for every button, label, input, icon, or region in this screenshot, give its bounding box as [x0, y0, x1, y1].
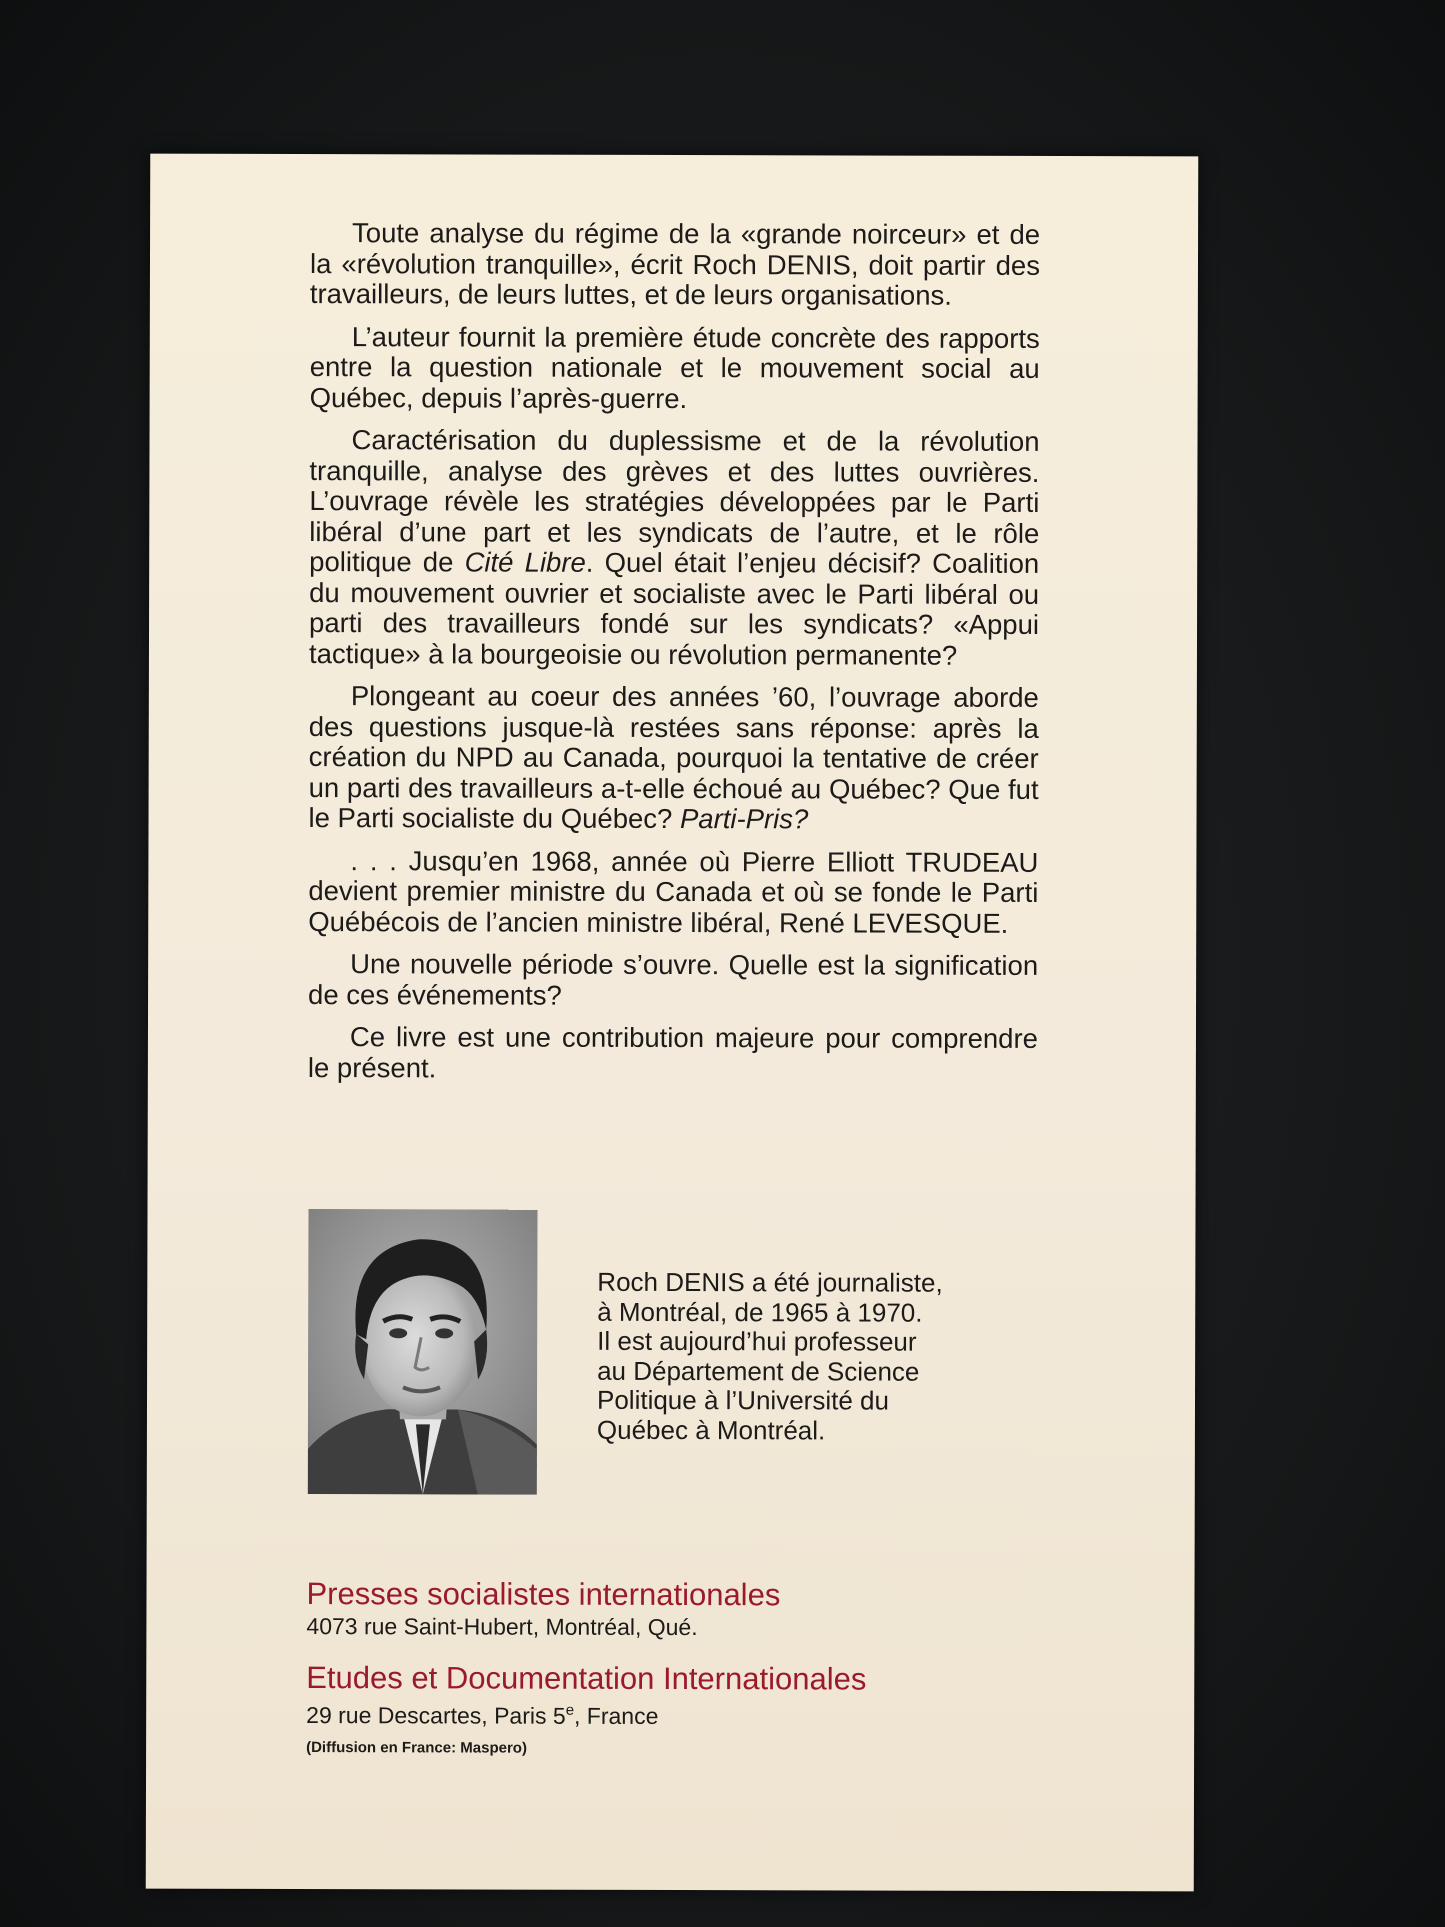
publisher-2-address-sup: e [565, 1701, 575, 1719]
blurb-text [308, 218, 1040, 1097]
bio-line-2: à Montréal, de 1965 à 1970. [597, 1296, 923, 1328]
parti-pris-title: Parti-Pris? [679, 803, 809, 835]
publisher-1-name: Presses socialistes internationales [306, 1576, 781, 1613]
author-bio [597, 1268, 1007, 1446]
blurb-paragraph-3-end: . Quel était l’enjeu décisif? Coalition du mouvement ouvrier et socialiste avec le Parti libéral ou parti des travailleurs fondé sur les syndicats? «Appui tactique» à la bourgeoisie ou révolution permanente? [308, 546, 1040, 671]
publisher-1-address: 4073 rue Saint-Hubert, Montréal, Qué. [306, 1613, 698, 1641]
blurb-paragraph-1: Toute analyse du régime de la «grande noirceur» et de la «révolution tranquille», écrit Roch DENIS, doit partir des travailleurs, de leurs luttes, et de leurs organisations. [309, 217, 1041, 311]
bio-line-5: Politique à l’Université du [596, 1384, 889, 1416]
publisher-2-name: Etudes et Documentation Internationales [306, 1660, 867, 1697]
publisher-1 [306, 1577, 780, 1640]
publisher-2 [306, 1661, 866, 1729]
publisher-2-address-suffix: , France [574, 1702, 659, 1729]
bio-line-6: Québec à Montréal. [596, 1414, 826, 1445]
author-photo [308, 1209, 538, 1495]
bio-line-4: au Département de Science [597, 1355, 920, 1387]
book-back-cover [146, 154, 1199, 1892]
bio-line-1: Roch DENIS a été journaliste, [597, 1266, 943, 1298]
bio-line-3: Il est aujourd’hui professeur [597, 1325, 917, 1357]
blurb-paragraph-3-start: Caractérisation du duplessisme et de la révolution tranquille, analyse des grèves et des luttes ouvrières. L’ouvrage révèle les stratégies développées par le Parti libéral d’une part et les syndicats de l’autre, et le rôle politique de [309, 424, 1040, 578]
blurb-paragraph-2: L’auteur fournit la première étude concrète des rapports entre la question nationale et le mouvement social au Québec, depuis l’après-guerre. [309, 320, 1040, 414]
author-portrait-illustration [308, 1209, 538, 1495]
blurb-paragraph-7: Ce livre est une contribution majeure pour comprendre le présent. [307, 1021, 1038, 1083]
diffusion-note: (Diffusion en France: Maspero) [306, 1739, 527, 1757]
blurb-paragraph-4-start: Plongeant au coeur des années ’60, l’ouvrage aborde des questions jusque-là restées sans réponse: après la création du NPD au Canada, pourquoi la tentative de créer un parti des travailleurs a-t-elle échoué au Québec? Que fut le Parti socialiste du Québec? [308, 680, 1039, 835]
blurb-paragraph-4 [308, 681, 1038, 835]
publisher-2-address [306, 1697, 866, 1729]
blurb-paragraph-5: . . . Jusqu’en 1968, année où Pierre Elliott TRUDEAU devient premier ministre du Canada et où se fonde le Parti Québécois de l’ancien ministre libéral, René LEVESQUE. [308, 844, 1039, 939]
blurb-paragraph-3 [309, 425, 1040, 671]
publisher-2-address-prefix: 29 rue Descartes, Paris 5 [306, 1702, 566, 1729]
blurb-paragraph-6: Une nouvelle période s’ouvre. Quelle est la signification de ces événements? [308, 948, 1039, 1011]
cite-libre-title: Cité Libre [464, 546, 586, 578]
